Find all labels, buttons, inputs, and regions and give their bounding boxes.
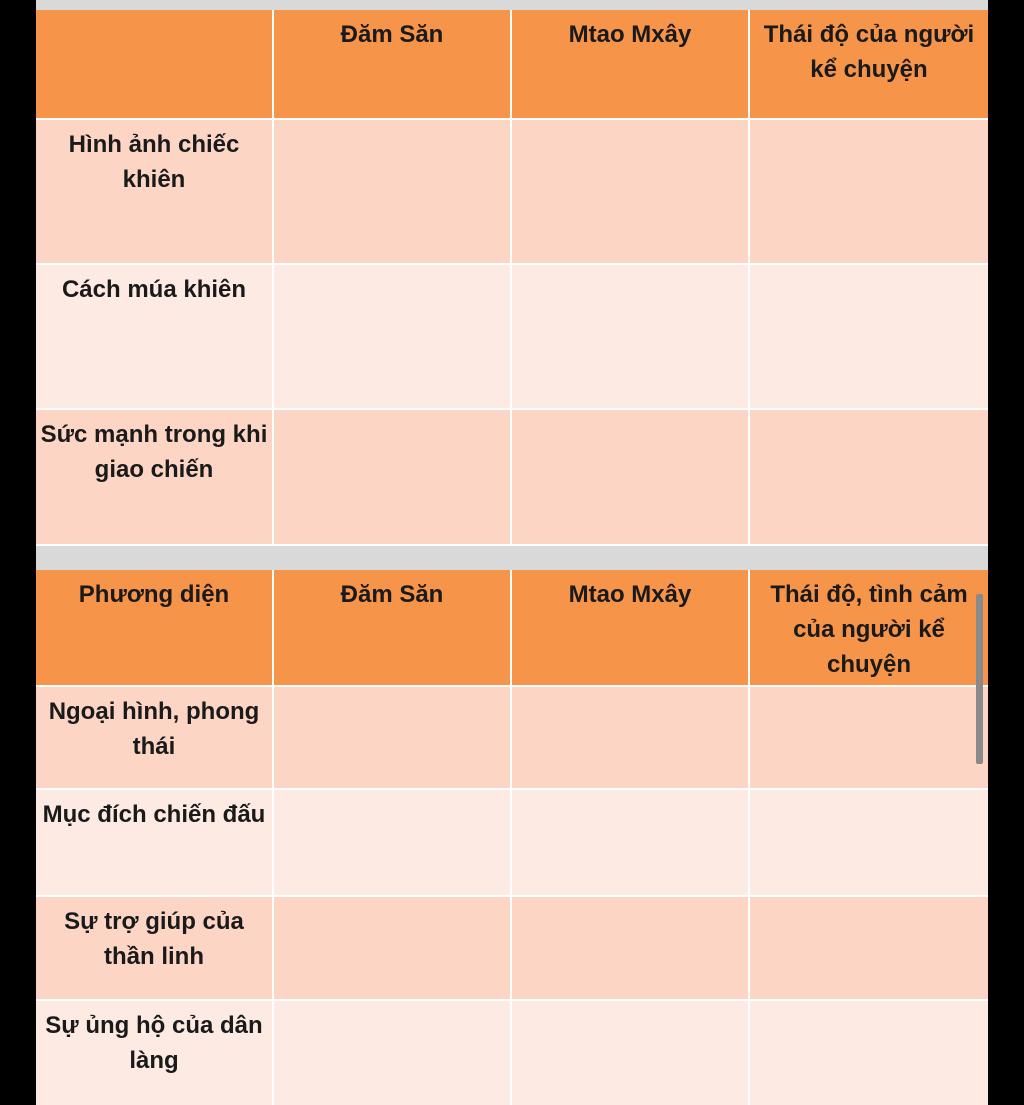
table-cell[interactable] xyxy=(274,410,512,546)
table-row xyxy=(36,265,988,410)
table1-header-row xyxy=(36,10,988,120)
table-cell[interactable] xyxy=(512,790,750,897)
table1-header-dam-san: Đăm Săn xyxy=(274,10,512,120)
document-viewport[interactable] xyxy=(36,0,988,1105)
table-cell[interactable] xyxy=(512,897,750,1001)
table-cell[interactable] xyxy=(750,410,988,546)
table-row xyxy=(36,687,988,790)
row-label: Hình ảnh chiếc khiên xyxy=(36,120,274,265)
table-cell[interactable] xyxy=(750,120,988,265)
table-cell[interactable] xyxy=(512,120,750,265)
row-label: Sức mạnh trong khi giao chiến xyxy=(36,410,274,546)
table-cell[interactable] xyxy=(274,120,512,265)
table-cell[interactable] xyxy=(274,1001,512,1105)
comparison-table-2 xyxy=(36,570,988,1105)
table-cell[interactable] xyxy=(750,687,988,790)
scrollbar-thumb[interactable] xyxy=(976,594,983,764)
table2-header-dam-san: Đăm Săn xyxy=(274,570,512,687)
table-cell[interactable] xyxy=(274,687,512,790)
table-cell[interactable] xyxy=(512,265,750,410)
table-cell[interactable] xyxy=(274,790,512,897)
table-separator xyxy=(36,546,988,570)
table2-header-mtao-mxay: Mtao Mxây xyxy=(512,570,750,687)
row-label: Sự ủng hộ của dân làng xyxy=(36,1001,274,1105)
table-cell[interactable] xyxy=(750,897,988,1001)
row-label: Sự trợ giúp của thần linh xyxy=(36,897,274,1001)
table-cell[interactable] xyxy=(512,1001,750,1105)
table-cell[interactable] xyxy=(750,265,988,410)
table-row xyxy=(36,1001,988,1105)
table-row xyxy=(36,120,988,265)
table2-header-aspect: Phương diện xyxy=(36,570,274,687)
row-label: Cách múa khiên xyxy=(36,265,274,410)
table2-header-row xyxy=(36,570,988,687)
table-cell[interactable] xyxy=(274,265,512,410)
row-label: Ngoại hình, phong thái xyxy=(36,687,274,790)
table-cell[interactable] xyxy=(274,897,512,1001)
table-cell[interactable] xyxy=(512,687,750,790)
table2-header-narrator-attitude: Thái độ, tình cảm của người kể chuyện xyxy=(750,570,988,687)
table1-header-mtao-mxay: Mtao Mxây xyxy=(512,10,750,120)
comparison-table-1 xyxy=(36,10,988,546)
table1-header-empty xyxy=(36,10,274,120)
table-row xyxy=(36,790,988,897)
top-separator xyxy=(36,0,988,10)
row-label: Mục đích chiến đấu xyxy=(36,790,274,897)
table-row xyxy=(36,410,988,546)
table-cell[interactable] xyxy=(750,790,988,897)
table-row xyxy=(36,897,988,1001)
table-cell[interactable] xyxy=(512,410,750,546)
table-cell[interactable] xyxy=(750,1001,988,1105)
table1-header-narrator-attitude: Thái độ của người kể chuyện xyxy=(750,10,988,120)
